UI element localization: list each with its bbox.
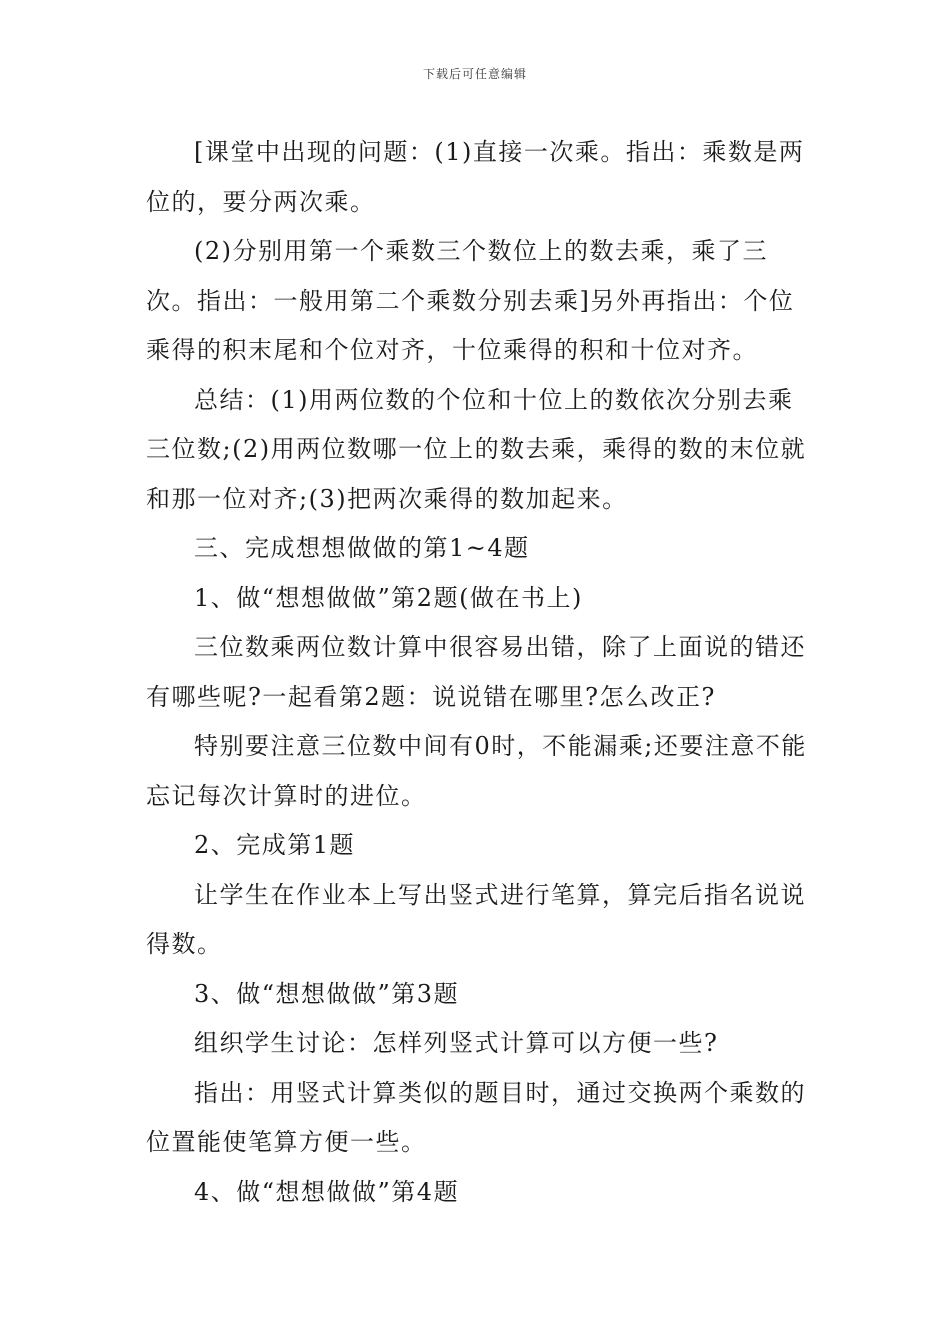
paragraph-summary: 总结：(1)用两位数的个位和十位上的数依次分别去乘三位数;(2)用两位数哪一位上的数去乘，乘得的数的末位就和那一位对齐;(3)把两次乘得的数加起来。 (146, 385, 807, 513)
page-header: 下载后可任意编辑 (422, 67, 527, 81)
exercise-item-3: 3、做“想想做做”第3题 (194, 979, 460, 1008)
paragraph-homework: 让学生在作业本上写出竖式进行笔算，算完后指名说说得数。 (146, 880, 806, 958)
paragraph-discussion: 组织学生讨论：怎样列竖式计算可以方便一些? (194, 1029, 719, 1057)
paragraph-attention: 特别要注意三位数中间有0时，不能漏乘;还要注意不能忘记每次计算时的进位。 (146, 732, 807, 810)
paragraph-common-errors: 三位数乘两位数计算中很容易出错，除了上面说的错还有哪些呢?一起看第2题：说说错在哪里?怎么改正? (146, 633, 806, 711)
section-heading-exercises: 三、完成想想做做的第1~4题 (194, 534, 530, 562)
exercise-item-2: 2、完成第1题 (194, 831, 356, 859)
paragraph-second-problem: (2)分别用第一个乘数三个数位上的数去乘，乘了三次。指出：一般用第二个乘数分别去乘]另外再指出：个位乘得的积末尾和个位对齐，十位乘得的积和十位对齐。 (146, 237, 795, 364)
paragraph-classroom-problems: [课堂中出现的问题：(1)直接一次乘。指出：乘数是两位的，要分两次乘。 (146, 138, 805, 216)
paragraph-point-out: 指出：用竖式计算类似的题目时，通过交换两个乘数的位置能使笔算方便一些。 (146, 1078, 806, 1156)
exercise-item-1: 1、做“想想做做”第2题(做在书上) (194, 583, 583, 612)
exercise-item-4: 4、做“想想做做”第4题 (194, 1177, 460, 1206)
document-body (146, 128, 814, 1217)
